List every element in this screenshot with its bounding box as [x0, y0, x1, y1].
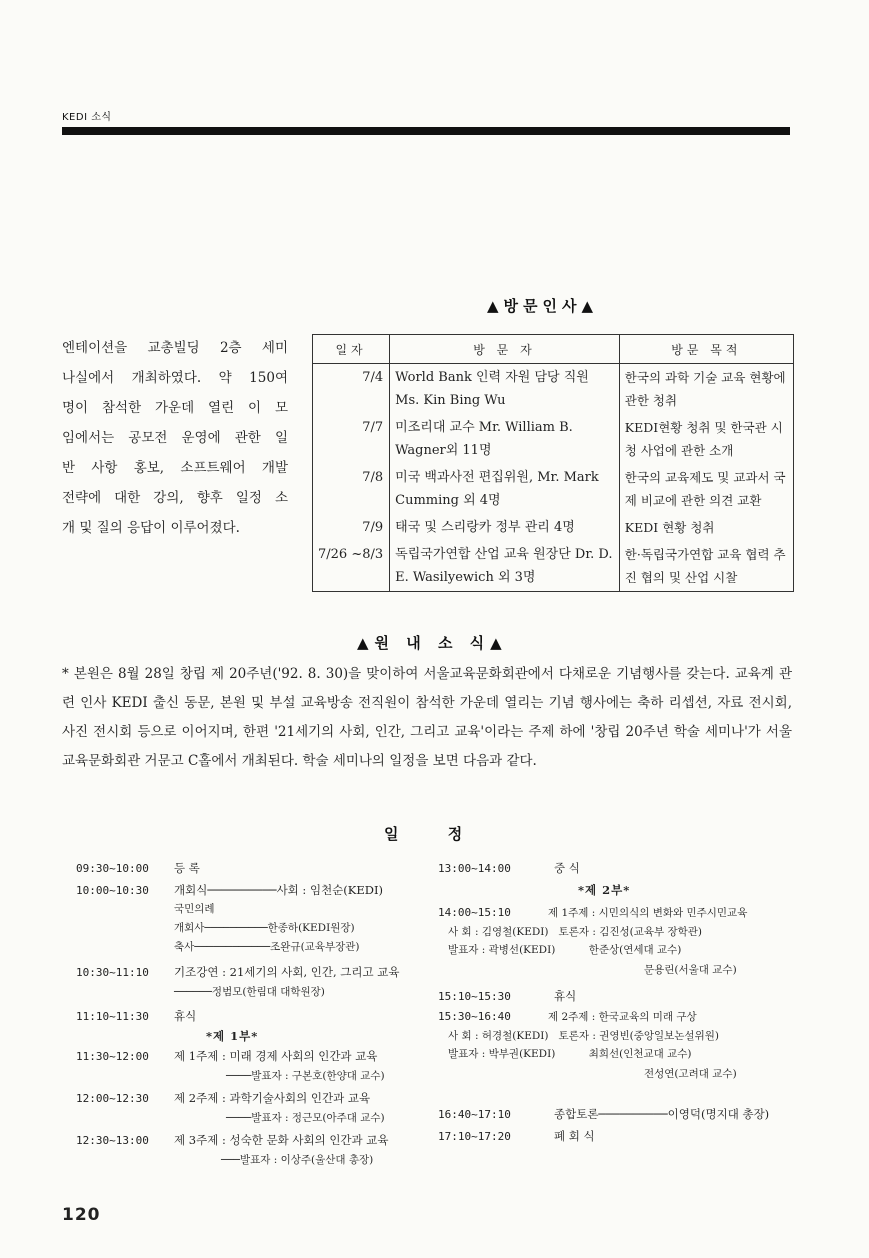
intro-line: 명이 참석한 가운데 열린 이 모 [62, 400, 288, 416]
section-header-label: KEDI 소식 [62, 112, 112, 123]
schedule-item: 15:30~16:40 제 2주제 : 한국교육의 미래 구상 [438, 1010, 697, 1023]
schedule-item: ────발표자 : 정근모(아주대 교수) [226, 1112, 385, 1124]
intro-line: 전략에 대한 강의, 향후 일정 소 [62, 490, 288, 506]
schedule-item: 14:00~15:10 제 1주제 : 시민의식의 변화와 민주시민교육 [438, 906, 748, 919]
column-header-purpose: 방문 목적 [619, 335, 793, 364]
column-header-date: 일자 [313, 335, 390, 364]
table-header-row [313, 335, 794, 364]
news-paragraph: * 본원은 8월 28일 창립 제 20주년('92. 8. 30)을 맞이하여 서울교육문화회관에서 다채로운 기념행사를 갖는다. 교육계 관련 인사 KEDI 출신 동문, 본원 및 부설 교육방송 전직원이 참석한 가운데 열리는 기념 행사에는 축하 리셉션, 자료 전시회, 사진 전시회 등으로 이어지며, 한편 '21세기의 사회, 인간, 그리고 교육'이라는 주제 하에 '창립 20주년 학술 세미나'가 서울교육문화회관 거문고 C홀에서 개최된다. 학술 세미나의 일정을 보면 다음과 같다. [62, 666, 792, 769]
intro-line: 반 사항 홍보, 소프트웨어 개발 [62, 460, 288, 476]
intro-line: 나실에서 개최하였다. 약 150여 [62, 370, 288, 386]
table-row [313, 464, 794, 514]
schedule-item: 13:00~14:00 중 식 [438, 861, 580, 875]
schedule-item: 10:00~10:30 개회식──────────사회 : 임천순(KEDI) [76, 883, 384, 897]
schedule-item: 11:30~12:00 제 1주제 : 미래 경제 사회의 인간과 교육 [76, 1049, 378, 1063]
intro-paragraph [62, 333, 288, 543]
visitor-name: World Bank 인력 자원 담당 직원 Ms. Kin Bing Wu [390, 364, 620, 415]
schedule-item: 전성연(고려대 교수) [644, 1068, 737, 1080]
schedule-part-heading: *제 2부* [578, 883, 631, 897]
schedule-item: 12:00~12:30 제 2주제 : 과학기술사회의 인간과 교육 [76, 1091, 371, 1105]
table-row [313, 514, 794, 541]
visit-date: 7/4 [313, 364, 390, 415]
schedule-item: ──────정범모(한림대 대학원장) [174, 986, 325, 998]
intro-line: 임에서는 공모전 운영에 관한 일 [62, 430, 288, 446]
schedule-item: 09:30~10:00 등 록 [76, 861, 200, 875]
schedule-item: 12:30~13:00 제 3주제 : 성숙한 문화 사회의 인간과 교육 [76, 1133, 389, 1147]
intro-line: 엔테이션을 교총빌딩 2층 세미 [62, 340, 288, 356]
visit-purpose: 한국의 과학 기술 교육 현황에 관한 청취 [619, 364, 793, 415]
page-number: 120 [62, 1205, 101, 1225]
visit-date: 7/7 [313, 414, 390, 464]
table-row [313, 414, 794, 464]
schedule-item: 사 회 : 김영철(KEDI) 토론자 : 김진성(교육부 장학관) [448, 926, 703, 938]
visit-date: 7/26 ~8/3 [313, 541, 390, 592]
schedule-item: 17:10~17:20 폐 회 식 [438, 1129, 595, 1143]
visitors-table [312, 334, 794, 592]
column-header-visitor: 방 문 자 [390, 335, 620, 364]
schedule-part-heading: *제 1부* [206, 1029, 259, 1043]
visitors-section-title: ▲방문인사▲ [487, 297, 599, 315]
schedule-item: 축사────────────조완규(교육부장관) [174, 941, 360, 953]
schedule-item: 사 회 : 허경철(KEDI) 토론자 : 권영빈(중앙일보논설위원) [448, 1030, 719, 1042]
schedule-item: 개회사──────────한종하(KEDI원장) [174, 922, 355, 934]
table-row [313, 364, 794, 415]
news-section-title: ▲원 내 소 식▲ [357, 634, 508, 652]
schedule-item: 15:10~15:30 휴식 [438, 989, 577, 1003]
schedule-item: ────발표자 : 구본호(한양대 교수) [226, 1070, 385, 1082]
schedule-item: 발표자 : 곽병선(KEDI) 한준상(연세대 교수) [448, 944, 682, 956]
visitor-name: 미국 백과사전 편집위원, Mr. Mark Cumming 외 4명 [390, 464, 620, 514]
schedule-item: 16:40~17:10 종합토론──────────이영덕(명지대 총장) [438, 1107, 770, 1121]
visit-purpose: 한국의 교육제도 및 교과서 국제 비교에 관한 의견 교환 [619, 464, 793, 514]
intro-line: 개 및 질의 응답이 이루어졌다. [62, 520, 240, 536]
visit-date: 7/9 [313, 514, 390, 541]
schedule-item: 11:10~11:30 휴식 [76, 1009, 197, 1023]
visit-date: 7/8 [313, 464, 390, 514]
header-rule [62, 127, 790, 135]
visit-purpose: 한·독립국가연합 교육 협력 추진 협의 및 산업 시찰 [619, 541, 793, 592]
visitor-name: 독립국가연합 산업 교육 원장단 Dr. D. E. Wasilyewich 외 3명 [390, 541, 620, 592]
visit-purpose: KEDI현황 청취 및 한국관 시청 사업에 관한 소개 [619, 414, 793, 464]
visitor-name: 태국 및 스리랑카 정부 관리 4명 [390, 514, 620, 541]
schedule-item: 문용린(서울대 교수) [644, 964, 737, 976]
schedule-item: 10:30~11:10 기조강연 : 21세기의 사회, 인간, 그리고 교육 [76, 965, 400, 979]
visitor-name: 미조리대 교수 Mr. William B. Wagner외 11명 [390, 414, 620, 464]
schedule-item: 발표자 : 박부권(KEDI) 최희선(인천교대 교수) [448, 1048, 692, 1060]
visit-purpose: KEDI 현황 청취 [619, 514, 793, 541]
schedule-item: 국민의례 [174, 903, 215, 915]
schedule-item: ───발표자 : 이상주(울산대 총장) [221, 1154, 374, 1166]
schedule-title: 일 정 [384, 825, 485, 843]
table-row [313, 541, 794, 592]
